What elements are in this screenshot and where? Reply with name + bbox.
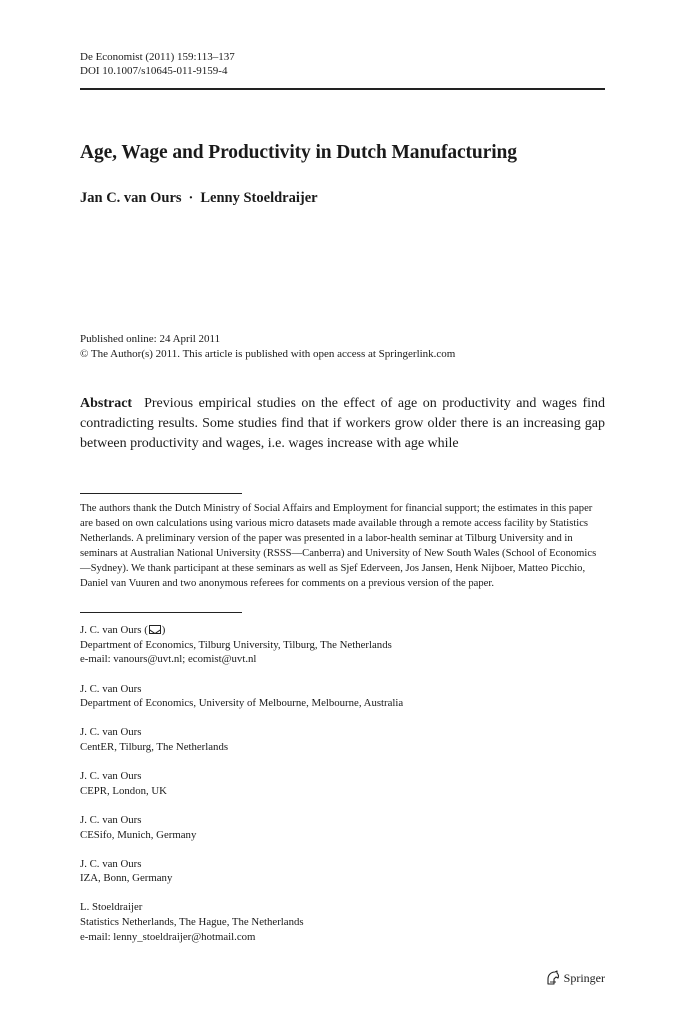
affiliation-email: e-mail: lenny_stoeldraijer@hotmail.com — [80, 930, 256, 943]
author-list — [80, 190, 318, 207]
paper-title: Age, Wage and Productivity in Dutch Manufacturing — [80, 142, 517, 163]
affiliations — [80, 623, 605, 959]
affiliation-line: CentER, Tilburg, The Netherlands — [80, 741, 229, 753]
affiliation-entry — [80, 623, 605, 667]
publication-info — [80, 332, 455, 361]
author-separator: · — [188, 190, 194, 206]
affiliation-entry — [80, 725, 605, 754]
affiliation-email: e-mail: vanours@uvt.nl; ecomist@uvt.nl — [80, 653, 257, 666]
published-date: Published online: 24 April 2011 — [80, 333, 221, 345]
affiliation-author: J. C. van Ours — [80, 682, 142, 695]
footnote-divider — [80, 493, 242, 494]
header-divider — [80, 88, 605, 90]
abstract-text: Previous empirical studies on the effect of age on productivity and wages find contradicting results. Some studies find that if workers grow older there is an increasing gap between productivity and wages, i.e. wages increase with age while — [80, 396, 605, 451]
publisher-name: Springer — [563, 970, 605, 985]
affiliation-entry — [80, 857, 605, 886]
copyright-notice: © The Author(s) 2011. This article is published with open access at Springerlink.com — [80, 347, 456, 360]
envelope-icon — [149, 625, 161, 634]
affiliation-author: J. C. van Ours — [80, 857, 142, 870]
doi: DOI 10.1007/s10645-011-9159-4 — [80, 65, 228, 77]
affiliation-entry — [80, 682, 605, 711]
affiliation-author: J. C. van Ours — [80, 624, 142, 636]
affiliation-author: J. C. van Ours — [80, 726, 142, 739]
affiliation-line: Department of Economics, University of Melbourne, Melbourne, Australia — [80, 697, 404, 710]
abstract-label: Abstract — [80, 396, 133, 411]
author-name: Jan C. van Ours — [80, 190, 182, 206]
affiliation-entry — [80, 900, 605, 944]
affiliation-author: L. Stoeldraijer — [80, 901, 143, 914]
corresponding-mark-close: ) — [161, 624, 166, 636]
corresponding-mark-open: ( — [144, 624, 148, 636]
affiliation-line: Department of Economics, Tilburg University, Tilburg, The Netherlands — [80, 638, 392, 651]
acknowledgement-footnote: The authors thank the Dutch Ministry of Social Affairs and Employment for financial support; the estimates in this paper are based on own calculations using various micro datasets made available through a remote access facility by Statistics Netherlands. A preliminary version of the paper was presented in a labor-health seminar at Tilburg University and in seminars at Australian National University (RSSS—Canberra) and University of New South Wales (School of Economics—Sydney). We thank participant at these seminars as well as Sjef Ederveen, Jos Jansen, Henk Nijboer, Matteo Picchio, Daniel van Vuuren and two anonymous referees for comments on a previous version of the paper. — [80, 503, 597, 590]
affiliation-divider — [80, 612, 242, 613]
abstract — [80, 394, 605, 454]
affiliation-line: Statistics Netherlands, The Hague, The Netherlands — [80, 916, 304, 929]
affiliation-line: CEPR, London, UK — [80, 784, 167, 797]
journal-citation: De Economist (2011) 159:113–137 — [80, 51, 235, 63]
journal-header — [80, 50, 235, 78]
affiliation-author: J. C. van Ours — [80, 770, 142, 783]
springer-horse-icon — [545, 970, 561, 986]
publisher-mark — [545, 970, 605, 986]
affiliation-entry — [80, 769, 605, 798]
affiliation-line: IZA, Bonn, Germany — [80, 872, 173, 885]
affiliation-author: J. C. van Ours — [80, 813, 142, 826]
affiliation-entry — [80, 813, 605, 842]
affiliation-line: CESifo, Munich, Germany — [80, 828, 197, 841]
author-name: Lenny Stoeldraijer — [200, 190, 318, 206]
